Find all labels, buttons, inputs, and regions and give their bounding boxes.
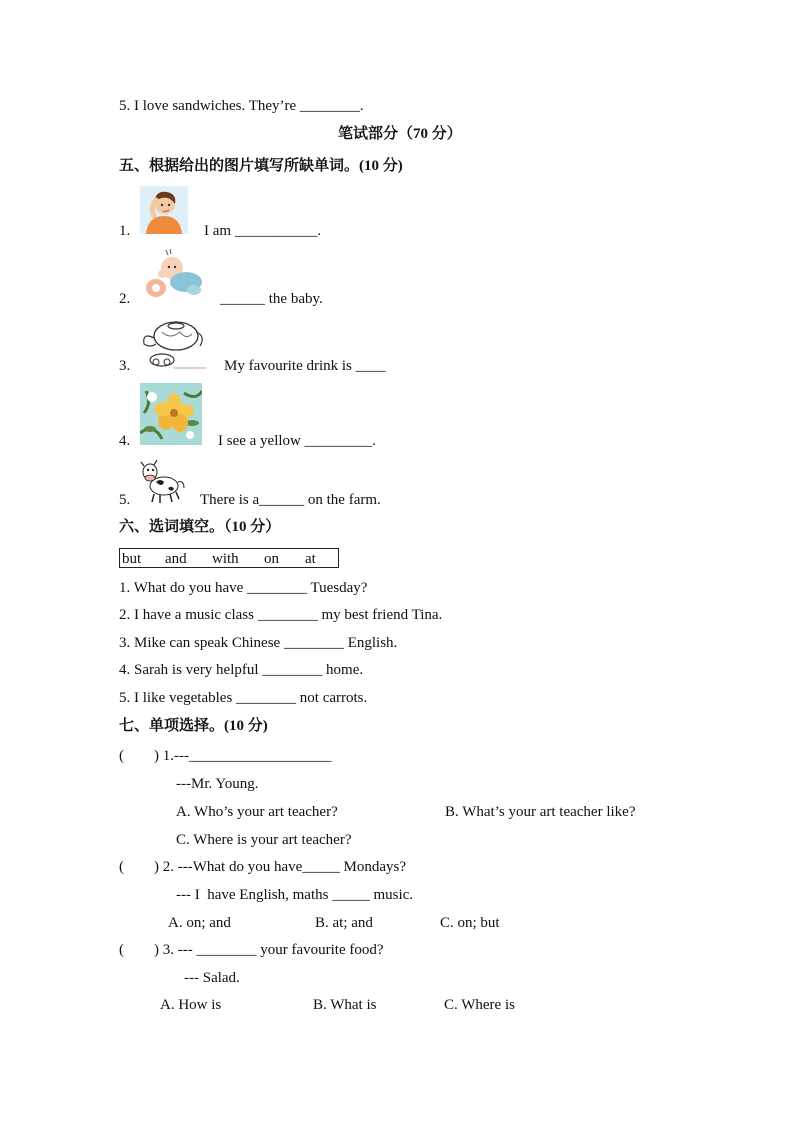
word-bank-item: on <box>264 551 279 567</box>
q3-answer: --- Salad. <box>184 970 240 986</box>
s5-item-1-text: I am ___________. <box>204 223 322 239</box>
q1-line: ( ) 1.---___________________ <box>119 748 332 764</box>
section-6-title: 六、选词填空。（10 分） <box>119 519 281 535</box>
yellow-flower-image <box>140 383 202 445</box>
teapot-image <box>140 318 208 370</box>
written-part-title: 笔试部分（70 分） <box>338 126 462 142</box>
s5-item-3-text: My favourite drink is ____ <box>224 358 386 374</box>
s5-item-4-number: 4. <box>119 433 131 449</box>
q3-option-b: B. What is <box>313 997 377 1013</box>
word-bank-item: but <box>122 551 142 567</box>
s6-sentence-5: 5. I like vegetables ________ not carrots. <box>119 690 368 706</box>
previous-question-line: 5. I love sandwiches. They’re ________. <box>119 98 364 114</box>
section-5-title: 五、根据给出的图片填写所缺单词。(10 分) <box>119 158 403 174</box>
s6-sentence-2: 2. I have a music class ________ my best friend Tina. <box>119 607 443 623</box>
word-bank-item: at <box>305 551 316 567</box>
s5-item-5-text: There is a______ on the farm. <box>200 492 381 508</box>
q2-answer: --- I have English, maths _____ music. <box>176 887 414 903</box>
s5-item-2-text: ______ the baby. <box>220 291 323 307</box>
q3-option-a: A. How is <box>160 997 222 1013</box>
word-bank-item: and <box>165 551 187 567</box>
cow-image <box>138 458 186 504</box>
s5-item-1-number: 1. <box>119 223 131 239</box>
s5-item-4-text: I see a yellow _________. <box>218 433 376 449</box>
s6-sentence-1: 1. What do you have ________ Tuesday? <box>119 580 368 596</box>
s6-sentence-3: 3. Mike can speak Chinese ________ English. <box>119 635 398 651</box>
q1-answer: ---Mr. Young. <box>176 776 259 792</box>
q2-option-c: C. on; but <box>440 915 500 931</box>
q2-option-b: B. at; and <box>315 915 373 931</box>
s6-sentence-4: 4. Sarah is very helpful ________ home. <box>119 662 364 678</box>
q2-line: ( ) 2. ---What do you have_____ Mondays? <box>119 859 407 875</box>
s5-item-5-number: 5. <box>119 492 131 508</box>
q1-option-c: C. Where is your art teacher? <box>176 832 352 848</box>
word-bank-item: with <box>212 551 239 567</box>
q3-line: ( ) 3. --- ________ your favourite food? <box>119 942 384 958</box>
q2-option-a: A. on; and <box>168 915 231 931</box>
word-bank-box <box>119 548 339 568</box>
s5-item-3-number: 3. <box>119 358 131 374</box>
boy-thinking-image <box>140 186 188 234</box>
q1-option-a: A. Who’s your art teacher? <box>176 804 338 820</box>
q3-option-c: C. Where is <box>444 997 515 1013</box>
s5-item-2-number: 2. <box>119 291 131 307</box>
q1-option-b: B. What’s your art teacher like? <box>445 804 636 820</box>
baby-image <box>142 246 204 302</box>
section-7-title: 七、单项选择。(10 分) <box>119 718 268 734</box>
